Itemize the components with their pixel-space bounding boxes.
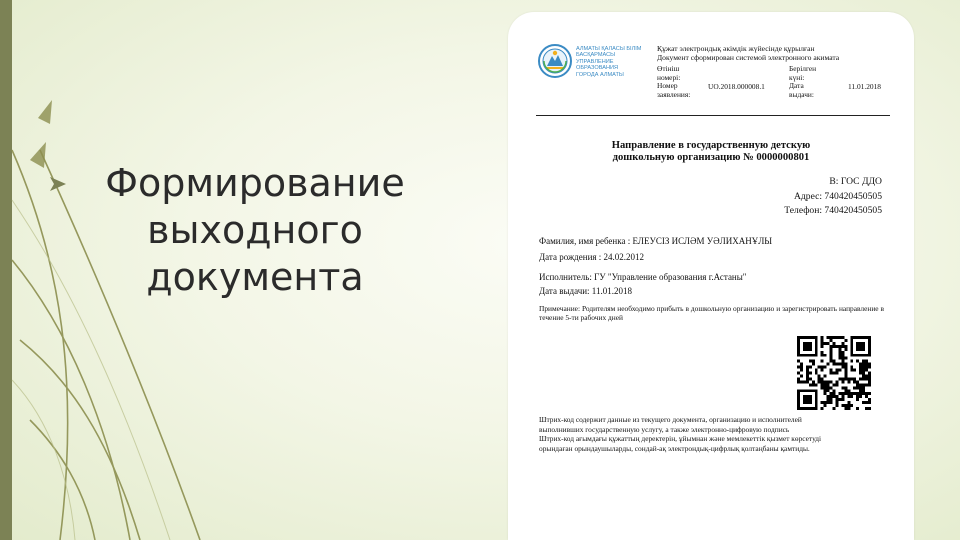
- decor-leaf: [38, 100, 52, 124]
- issue-label-line: выдачи:: [789, 89, 814, 99]
- issue-date-value: 11.01.2018: [848, 82, 881, 91]
- almaty-city-emblem-icon: [538, 44, 572, 78]
- birth-date-line: Дата рождения : 24.02.2012: [539, 252, 645, 262]
- child-name-line: [539, 236, 772, 247]
- issue-label-line: Дата: [789, 81, 804, 91]
- barcode-footnote: [539, 415, 887, 453]
- system-caption-kz: Құжат электрондық әкімдік жүйесінде құрылған: [657, 44, 815, 53]
- document-header: [532, 42, 888, 117]
- footnote-line: Штрих-код ағымдағы құжаттың деректерін, ұйымнан және мемлекеттік қызмет көрсетуді: [539, 434, 822, 444]
- decor-curve: [12, 380, 75, 540]
- note-text: Примечание: Родителям необходимо прибыть в дошкольную организацию и зарегистрировать направление в течение 5-ти рабочих дней: [539, 304, 884, 323]
- slide-title: [70, 160, 440, 301]
- issue-label-line: Берілген: [789, 64, 817, 73]
- recipient-address: Адрес: 740420450505: [794, 190, 882, 202]
- header-divider: [536, 115, 890, 116]
- application-label-line: номері:: [657, 72, 681, 82]
- application-number-label: [657, 65, 690, 99]
- slide-title-line-1: Формирование: [105, 161, 405, 205]
- recipient-block: [784, 175, 882, 219]
- recipient-to: В: ГОС ДДО: [829, 176, 882, 187]
- org-name-ru-2: ГОРОДА АЛМАТЫ: [576, 71, 624, 78]
- footnote-line: Штрих-код содержит данные из текущего документа, организацию и исполнителей: [539, 415, 802, 424]
- document-title: [548, 140, 874, 165]
- org-name-ru-1: УПРАВЛЕНИЕ ОБРАЗОВАНИЯ: [576, 58, 619, 72]
- footnote-line: выполнивших государственную услугу, а также электронно-цифровую подпись: [539, 424, 790, 434]
- org-name-kz-2: БАСҚАРМАСЫ: [576, 52, 616, 59]
- organization-name: [576, 46, 652, 78]
- application-label-line: Өтініш: [657, 64, 680, 73]
- footnote-line: орындаған орындаушыларды, сондай-ақ электрондық-цифрлық қолтаңбаны қамтиды.: [539, 443, 810, 453]
- document-image: [508, 12, 914, 540]
- decor-curve: [12, 150, 68, 540]
- issue-label-line: күні:: [789, 72, 805, 82]
- application-label-line: заявления:: [657, 89, 691, 99]
- child-name-value: ЕЛЕУСІЗ ИСЛӘМ УӘЛИХАНҰЛЫ: [632, 236, 773, 246]
- slide-title-line-3: документа: [146, 255, 364, 299]
- application-label-line: Номер: [657, 81, 678, 91]
- child-name-label: Фамилия, имя ребенка :: [539, 236, 631, 246]
- issue-date-label: [789, 65, 816, 99]
- document-title-line-1: Направление в государственную детскую: [611, 140, 811, 151]
- application-number-value: UO.2018.000008.1: [708, 82, 765, 91]
- document-title-line-2: дошкольную организацию № 0000000801: [612, 152, 810, 164]
- system-caption-ru: Документ сформирован системой электронного акимата: [657, 53, 840, 63]
- issued-date-line: Дата выдачи: 11.01.2018: [539, 286, 632, 296]
- recipient-phone: Телефон: 740420450505: [784, 205, 882, 217]
- decor-curve: [12, 260, 130, 540]
- executor-line: Исполнитель: ГУ "Управление образования г.Астаны": [539, 272, 747, 282]
- system-caption: [657, 44, 892, 62]
- org-name-kz-1: АЛМАТЫ ҚАЛАСЫ БІЛІМ: [576, 46, 642, 52]
- decor-leaf: [30, 142, 46, 168]
- qr-code-icon: [797, 336, 871, 410]
- slide-title-line-2: выходного: [147, 208, 363, 252]
- decor-curve: [20, 340, 140, 540]
